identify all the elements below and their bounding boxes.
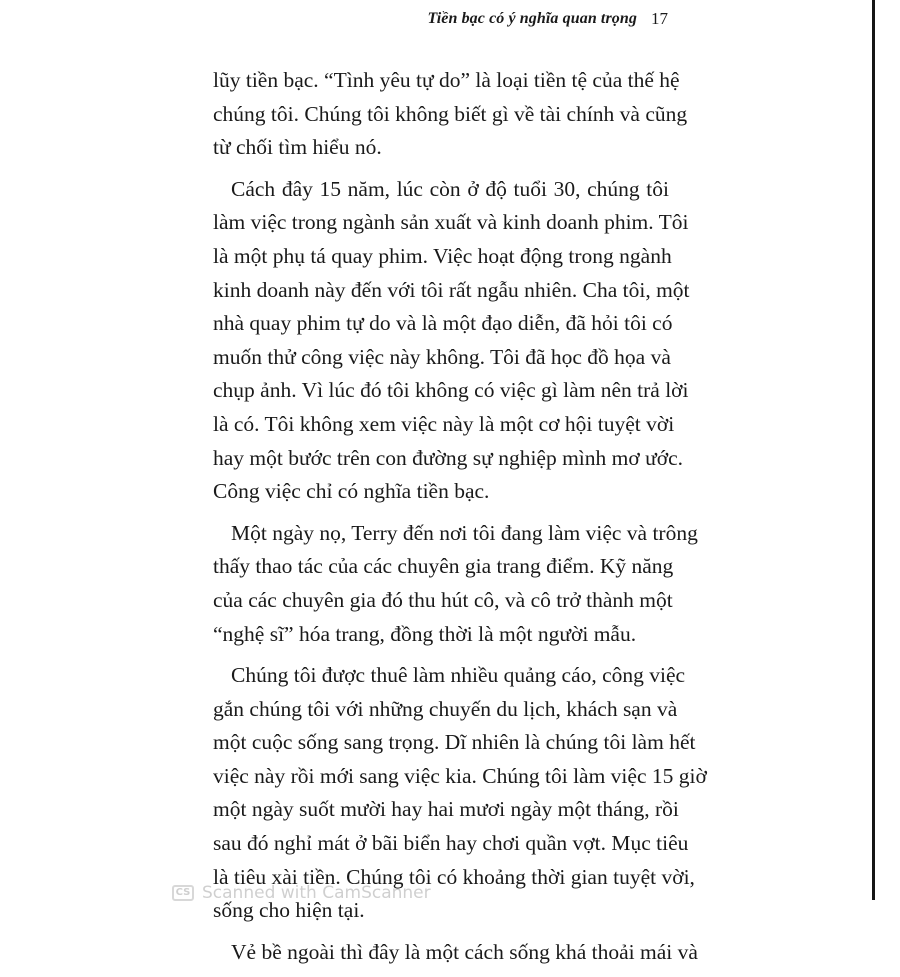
text-line: lũy tiền bạc. “Tình yêu tự do” là loại tiền tệ của thế hệ	[213, 68, 680, 92]
text-line: là có. Tôi không xem việc này là một cơ hội tuyệt vời	[213, 411, 675, 436]
text-line: chụp ảnh. Vì lúc đó tôi không có việc gì làm nên trả lời	[213, 378, 689, 403]
text-line: hay một bước trên con đường sự nghiệp mình mơ ước.	[213, 445, 684, 470]
paragraph-2	[213, 173, 690, 509]
text-line: muốn thử công việc này không. Tôi đã học đồ họa và	[213, 344, 671, 369]
scanner-watermark	[172, 883, 431, 903]
text-line: Vẻ bề ngoài thì đây là một cách sống khá thoải mái và	[231, 939, 698, 964]
text-line: “nghệ sĩ” hóa trang, đồng thời là một người mẫu.	[213, 621, 637, 646]
page-number: 17	[651, 9, 668, 28]
page-header	[400, 6, 668, 32]
text-line: sau đó nghỉ mát ở bãi biển hay chơi quần vợt. Mục tiêu	[213, 831, 689, 856]
paragraph-1	[213, 64, 688, 165]
text-line: thấy thao tác của các chuyên gia trang điểm. Kỹ năng	[213, 554, 674, 579]
text-line: từ chối tìm hiểu nó.	[213, 135, 382, 160]
paragraph-5	[213, 936, 698, 970]
watermark-text: Scanned with CamScanner	[202, 883, 431, 903]
text-line: là tiêu xài tiền. Chúng tôi có khoảng thời gian tuyệt vời,	[213, 864, 695, 889]
text-line: của các chuyên gia đó thu hút cô, và cô trở thành một	[213, 587, 673, 612]
text-line: sống cho hiện tại.	[213, 898, 365, 923]
page-edge-border	[872, 0, 875, 900]
text-line: gắn chúng tôi với những chuyến du lịch, khách sạn và	[213, 696, 678, 721]
text-line: Một ngày nọ, Terry đến nơi tôi đang làm việc và trông	[231, 520, 698, 545]
text-line: một ngày suốt mười hay hai mươi ngày một tháng, rồi	[213, 797, 679, 822]
text-line: nhà quay phim tự do và là một đạo diễn, đã hỏi tôi có	[213, 311, 673, 336]
text-line: Công việc chỉ có nghĩa tiền bạc.	[213, 479, 490, 504]
text-line: chúng tôi. Chúng tôi không biết gì về tài chính và cũng	[213, 101, 688, 126]
body-text	[213, 64, 707, 977]
text-line: kinh doanh này đến với tôi rất ngẫu nhiên. Cha tôi, một	[213, 277, 690, 302]
text-line: việc này rồi mới sang việc kia. Chúng tôi làm việc 15 giờ	[213, 763, 707, 788]
camscanner-logo-icon: CS	[172, 885, 194, 901]
text-line: làm việc trong ngành sản xuất và kinh doanh phim. Tôi	[213, 210, 689, 235]
text-line: một cuộc sống sang trọng. Dĩ nhiên là chúng tôi làm hết	[213, 730, 696, 755]
text-line: Chúng tôi được thuê làm nhiều quảng cáo, công việc	[231, 663, 686, 688]
text-line: Cách đây 15 năm, lúc còn ở độ tuổi 30, chúng tôi	[231, 176, 669, 201]
paragraph-3	[213, 517, 698, 651]
text-line: là một phụ tá quay phim. Việc hoạt động trong ngành	[213, 243, 672, 268]
running-head: Tiền bạc có ý nghĩa quan trọng	[427, 10, 637, 27]
